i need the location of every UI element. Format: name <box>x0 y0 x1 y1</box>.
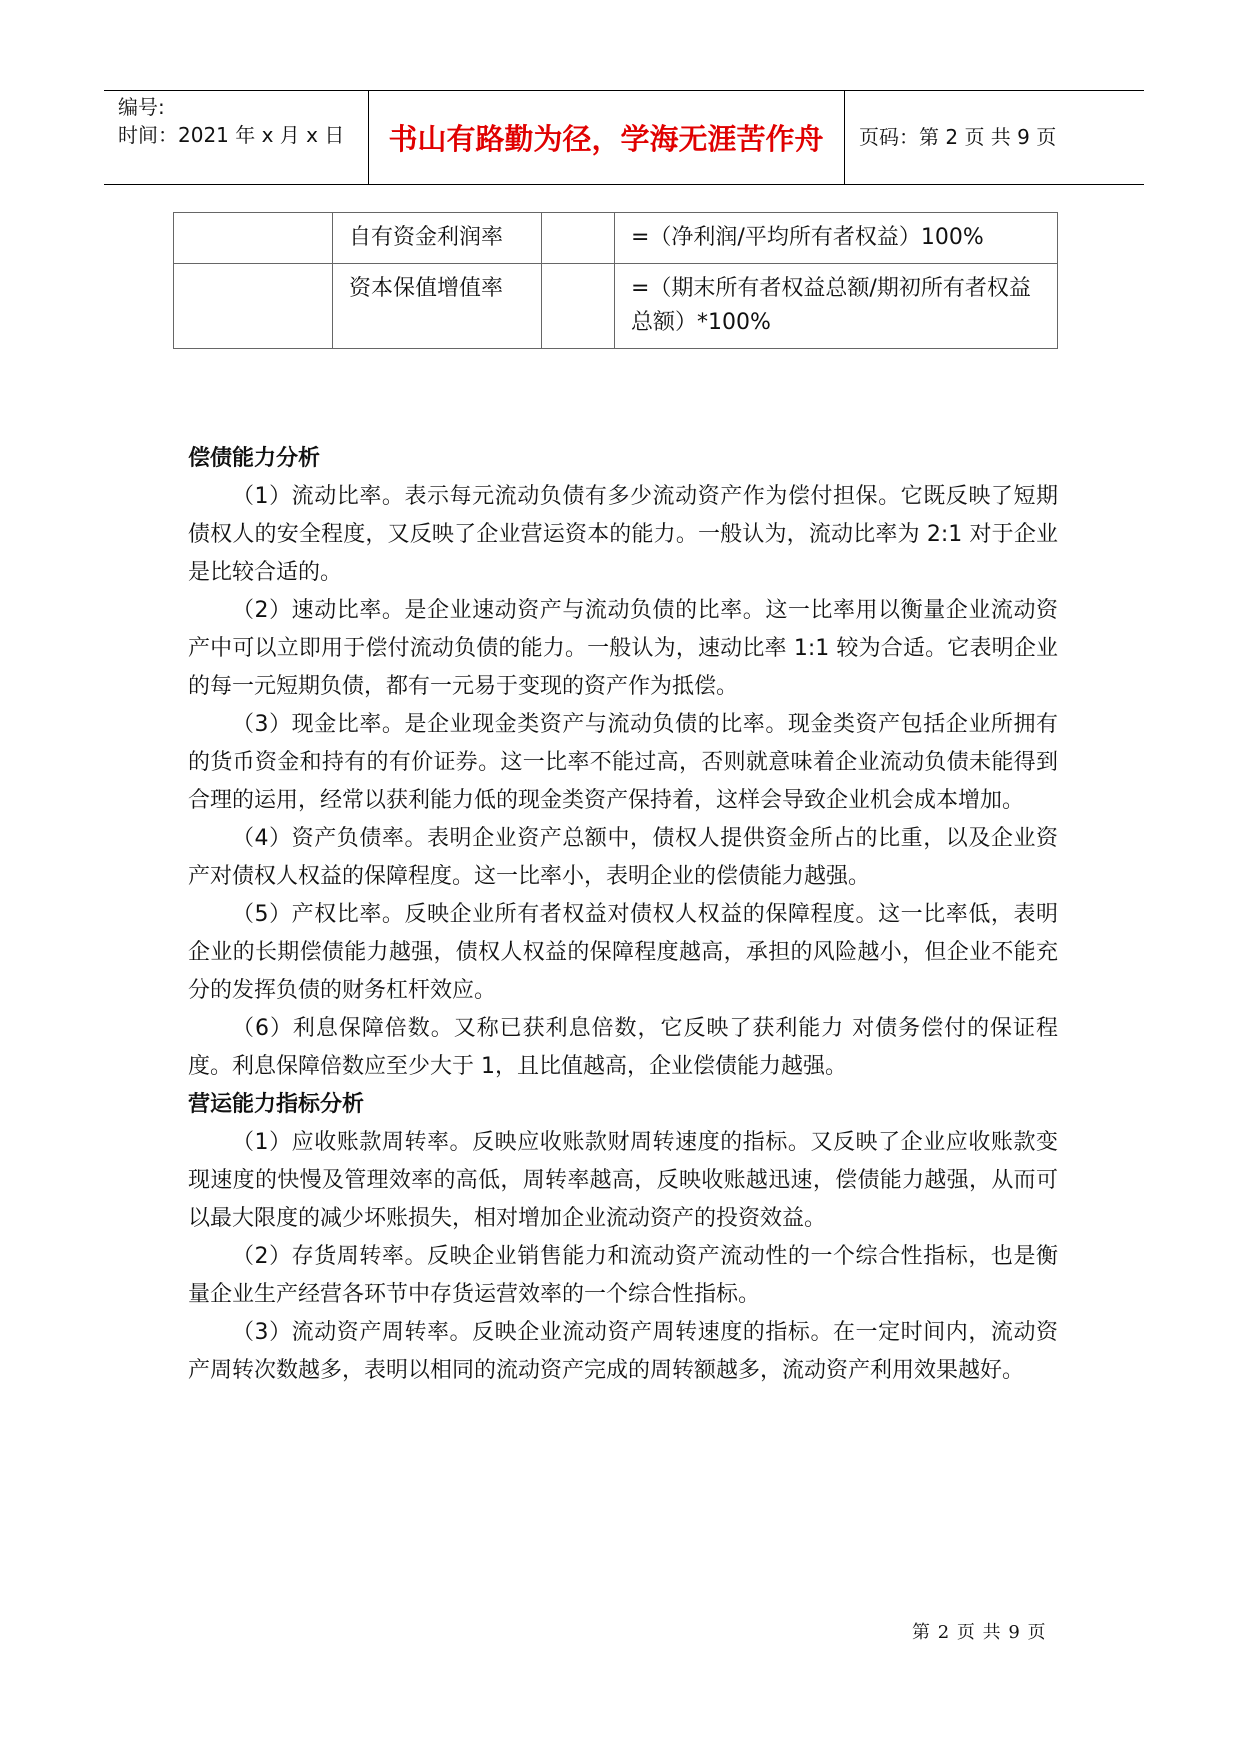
table-row <box>174 264 1058 349</box>
ratio-formula: =（净利润/平均所有者权益）100% <box>615 213 1058 264</box>
paragraph: （6）利息保障倍数。又称已获利息倍数，它反映了获利能力 对债务偿付的保证程度。利息保障倍数应至少大于 1，且比值越高，企业偿债能力越强。 <box>188 1016 1058 1079</box>
paragraph: （4）资产负债率。表明企业资产总额中，债权人提供资金所占的比重，以及企业资产对债权人权益的保障程度。这一比率小，表明企业的偿债能力越强。 <box>188 826 1058 889</box>
ratio-name: 资本保值增值率 <box>333 264 542 349</box>
table-cell <box>174 213 333 264</box>
doc-time-label: 时间：2021 年 x 月 x 日 <box>118 123 345 147</box>
paragraph: （2）速动比率。是企业速动资产与流动负债的比率。这一比率用以衡量企业流动资产中可以立即用于偿付流动负债的能力。一般认为，速动比率 1:1 较为合适。它表明企业的每一元短期负债，都有一元易于变现的资产作为抵偿。 <box>188 598 1058 699</box>
header-divider <box>844 91 845 184</box>
ratio-formula: =（期末所有者权益总额/期初所有者权益总额）*100% <box>615 264 1058 349</box>
doc-number-label: 编号: <box>118 95 165 119</box>
header-motto: 书山有路勤为径，学海无涯苦作舟 <box>388 122 824 156</box>
page-header <box>104 90 1144 185</box>
table-cell <box>542 213 615 264</box>
paragraph: （3）现金比率。是企业现金类资产与流动负债的比率。现金类资产包括企业所拥有的货币资金和持有的有价证券。这一比率不能过高，否则就意味着企业流动负债未能得到合理的运用，经常以获利能力低的现金类资产保持着，这样会导致企业机会成本增加。 <box>188 712 1058 813</box>
paragraph: （5）产权比率。反映企业所有者权益对债权人权益的保障程度。这一比率低，表明企业的长期偿债能力越强，债权人权益的保障程度越高，承担的风险越小，但企业不能充分的发挥负债的财务杠杆效应。 <box>188 902 1058 1003</box>
ratio-table <box>173 212 1058 349</box>
table-cell <box>542 264 615 349</box>
ratio-name: 自有资金利润率 <box>333 213 542 264</box>
paragraph: （1）应收账款周转率。反映应收账款财周转速度的指标。又反映了企业应收账款变现速度的快慢及管理效率的高低，周转率越高，反映收账越迅速，偿债能力越强，从而可以最大限度的减少坏账损失，相对增加企业流动资产的投资效益。 <box>188 1130 1058 1231</box>
section-title: 营运能力指标分析 <box>188 1092 365 1117</box>
paragraph: （1）流动比率。表示每元流动负债有多少流动资产作为偿付担保。它既反映了短期债权人的安全程度，又反映了企业营运资本的能力。一般认为，流动比率为 2:1 对于企业是比较合适的。 <box>188 484 1058 585</box>
page-footer: 第 2 页 共 9 页 <box>912 1622 1047 1643</box>
table-row <box>174 213 1058 264</box>
paragraph: （3）流动资产周转率。反映企业流动资产周转速度的指标。在一定时间内，流动资产周转次数越多，表明以相同的流动资产完成的周转额越多，流动资产利用效果越好。 <box>188 1320 1058 1383</box>
header-page-label: 页码：第 2 页 共 9 页 <box>859 125 1057 149</box>
section-title: 偿债能力分析 <box>188 446 321 471</box>
table-cell <box>174 264 333 349</box>
document-body <box>188 440 1058 1390</box>
header-divider <box>368 91 369 184</box>
paragraph: （2）存货周转率。反映企业销售能力和流动资产流动性的一个综合性指标，也是衡量企业生产经营各环节中存货运营效率的一个综合性指标。 <box>188 1244 1058 1307</box>
